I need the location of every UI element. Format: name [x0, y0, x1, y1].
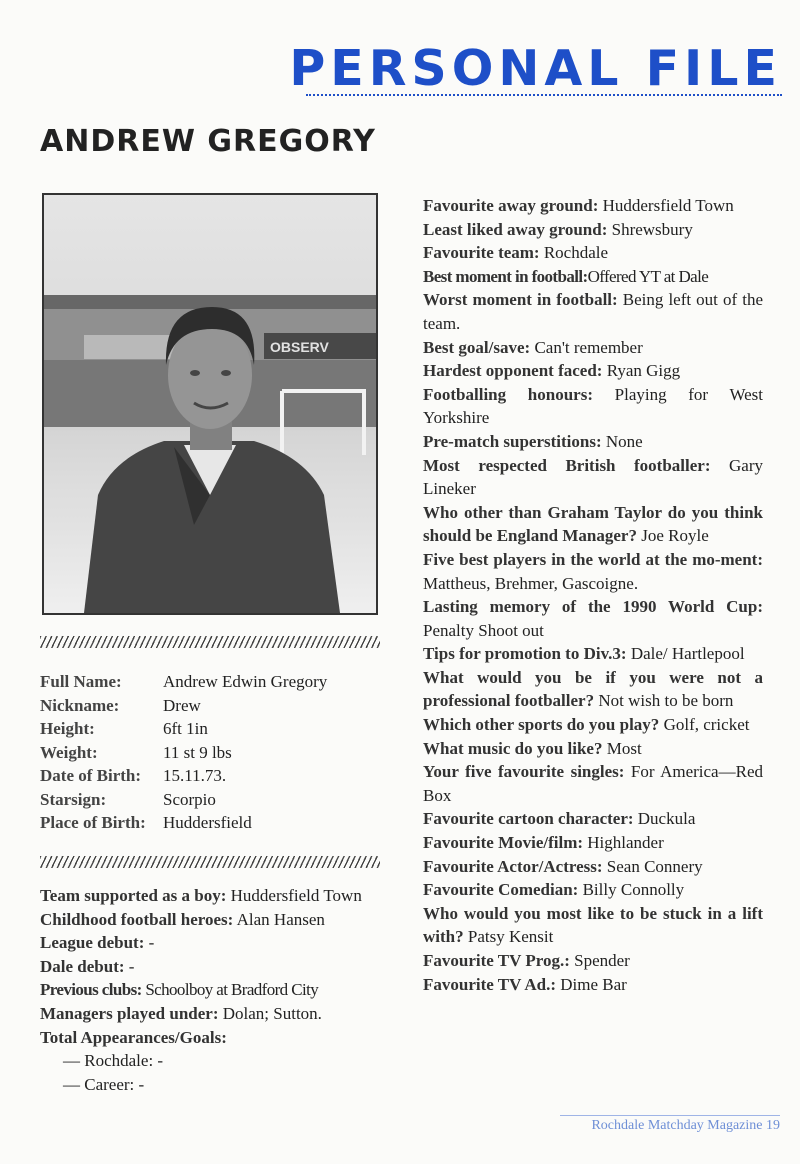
detail-row-nickname	[40, 694, 390, 718]
favourite-question: Favourite TV Prog.:	[423, 951, 570, 970]
favourite-item	[423, 713, 763, 737]
career-answer: -	[144, 933, 155, 953]
favourite-item	[423, 949, 763, 973]
favourite-item	[423, 548, 763, 595]
favourite-item	[423, 430, 763, 454]
favourite-question: Favourite Actor/Actress:	[423, 856, 603, 876]
favourite-answer: For America—Red Box	[423, 762, 763, 805]
stadium-sign-text: OBSERV	[270, 339, 329, 355]
career-answer: Alan Hansen	[233, 909, 325, 929]
title-underline	[306, 94, 782, 96]
favourite-question: Favourite Movie/film:	[423, 833, 584, 853]
favourite-answer: Golf, cricket	[659, 715, 750, 735]
favourite-item	[423, 383, 763, 430]
detail-label: Nickname:	[40, 695, 120, 715]
favourite-item	[423, 288, 763, 335]
favourite-question: Who other than Graham Taylor do you think should be England Manager?	[423, 502, 763, 546]
favourite-item	[423, 595, 763, 642]
favourite-item	[423, 878, 763, 902]
favourite-item	[423, 501, 763, 548]
favourite-item	[423, 737, 763, 761]
detail-value: Scorpio	[163, 789, 216, 809]
career-item	[40, 931, 385, 955]
detail-row-height	[40, 717, 390, 741]
favourite-question: Most respected British footballer:	[423, 455, 711, 475]
page-title: PERSONAL FILE	[289, 40, 782, 97]
favourite-answer: Penalty Shoot out	[423, 620, 544, 640]
detail-label: Starsign:	[40, 789, 107, 809]
detail-value: Andrew Edwin Gregory	[163, 672, 328, 691]
favourite-answer: Huddersfield Town	[598, 196, 734, 215]
favourite-question: Favourite TV Ad.:	[423, 974, 557, 994]
divider-hatch-2	[40, 856, 380, 868]
detail-value: 6ft 1in	[163, 719, 208, 738]
detail-label: Place of Birth:	[40, 813, 146, 832]
favourite-item	[423, 902, 763, 949]
career-item	[40, 978, 385, 1002]
player-photo	[42, 193, 378, 615]
detail-label: Full Name:	[40, 672, 122, 691]
detail-value: Drew	[163, 695, 201, 715]
favourite-question: Your five favourite singles:	[423, 762, 625, 782]
favourite-answer: Dime Bar	[556, 974, 627, 994]
favourite-question: Which other sports do you play?	[423, 715, 660, 735]
career-answer: Dolan; Sutton.	[218, 1003, 322, 1023]
career-item	[40, 1026, 385, 1050]
career-item	[40, 1002, 385, 1026]
detail-value: 15.11.73.	[163, 766, 227, 785]
career-question: League debut:	[40, 933, 145, 953]
favourite-item	[423, 831, 763, 855]
career-question: Managers played under:	[40, 1003, 219, 1023]
career-question: Dale debut:	[40, 956, 125, 976]
favourite-answer: Not wish to be born	[594, 691, 734, 711]
player-name: ANDREW GREGORY	[40, 124, 376, 159]
career-question: Team supported as a boy:	[40, 886, 227, 905]
favourite-answer: Patsy Kensit	[463, 927, 554, 947]
favourite-answer: Billy Connolly	[578, 880, 685, 900]
favourite-item	[423, 265, 763, 289]
detail-row-weight	[40, 741, 390, 765]
favourite-item	[423, 218, 763, 242]
favourite-answer: None	[601, 431, 643, 451]
favourite-question: Worst moment in football:	[423, 290, 618, 310]
favourite-item	[423, 336, 763, 360]
favourite-question: Pre-match superstitions:	[423, 431, 602, 451]
career-answer: — Career: -	[63, 1074, 145, 1094]
favourite-item	[423, 760, 763, 807]
favourite-item	[423, 807, 763, 831]
detail-label: Weight:	[40, 742, 98, 762]
personal-details	[40, 670, 390, 835]
favourite-question: Least liked away ground:	[423, 219, 608, 239]
favourite-answer: Most	[602, 738, 642, 758]
detail-value: Huddersfield	[163, 813, 252, 832]
career-question: Previous clubs:	[40, 980, 142, 1000]
favourite-item	[423, 359, 763, 383]
favourite-question: Who would you most like to be stuck in a lift with?	[423, 903, 763, 947]
footer-rule	[560, 1115, 780, 1116]
favourite-answer: Ryan Gigg	[602, 361, 681, 381]
favourite-question: Tips for promotion to Div.3:	[423, 644, 627, 664]
favourite-answer: Duckula	[633, 809, 696, 829]
favourite-item	[423, 973, 763, 997]
career-item	[40, 884, 385, 908]
favourite-question: Favourite team:	[423, 243, 540, 263]
favourite-question: Footballing honours:	[423, 384, 593, 404]
detail-label: Date of Birth:	[40, 766, 142, 785]
favourite-question: What would you be if you were not a professional footballer?	[423, 667, 763, 711]
favourites-section	[423, 194, 763, 996]
career-answer: — Rochdale: -	[63, 1051, 164, 1071]
career-subitem	[40, 1049, 385, 1073]
page-footer: Rochdale Matchday Magazine 19	[591, 1118, 780, 1133]
career-subitem	[40, 1073, 385, 1097]
favourite-question: Five best players in the world at the mo-ment:	[423, 549, 763, 569]
favourite-item	[423, 666, 763, 713]
favourite-question: Best goal/save:	[423, 337, 531, 357]
career-item	[40, 955, 385, 979]
favourite-answer: Can't remember	[530, 337, 643, 357]
favourite-answer: Shrewsbury	[607, 219, 693, 239]
favourite-item	[423, 454, 763, 501]
favourite-answer: Spender	[569, 951, 630, 970]
career-section	[40, 884, 385, 1096]
favourite-question: Best moment in football:	[423, 266, 588, 286]
favourite-question: Hardest opponent faced:	[423, 361, 603, 381]
favourite-answer: Sean Connery	[602, 856, 703, 876]
detail-row-starsign	[40, 788, 390, 812]
career-question: Childhood football heroes:	[40, 909, 234, 929]
favourite-answer: Mattheus, Brehmer, Gascoigne.	[423, 573, 639, 593]
divider-hatch-1	[40, 636, 380, 648]
detail-label: Height:	[40, 719, 95, 738]
favourite-item	[423, 642, 763, 666]
favourite-answer: Dale/ Hartlepool	[626, 644, 745, 664]
career-answer: -	[124, 956, 135, 976]
career-question: Total Appearances/Goals:	[40, 1027, 227, 1047]
detail-row-place-of-birth	[40, 811, 390, 835]
favourite-answer: Offered YT at Dale	[587, 266, 709, 286]
favourite-answer: Rochdale	[539, 243, 609, 263]
favourite-question: Favourite cartoon character:	[423, 809, 634, 829]
career-item	[40, 908, 385, 932]
detail-value: 11 st 9 lbs	[163, 742, 232, 762]
favourite-item	[423, 194, 763, 218]
favourite-answer: Highlander	[583, 833, 664, 853]
favourite-question: What music do you like?	[423, 738, 603, 758]
favourite-answer: Gary Lineker	[423, 455, 764, 499]
favourite-item	[423, 855, 763, 879]
favourite-question: Lasting memory of the 1990 World Cup:	[423, 597, 763, 617]
detail-row-full-name	[40, 670, 390, 694]
favourite-question: Favourite Comedian:	[423, 880, 579, 900]
favourite-item	[423, 241, 763, 265]
favourite-answer: Playing for West Yorkshire	[423, 384, 764, 428]
favourite-answer: Being left out of the team.	[423, 290, 763, 333]
detail-row-date-of-birth	[40, 764, 390, 788]
favourite-question: Favourite away ground:	[423, 196, 599, 215]
career-answer: Huddersfield Town	[226, 886, 362, 905]
favourite-answer: Joe Royle	[636, 526, 709, 546]
career-answer: Schoolboy at Bradford City	[141, 980, 319, 1000]
